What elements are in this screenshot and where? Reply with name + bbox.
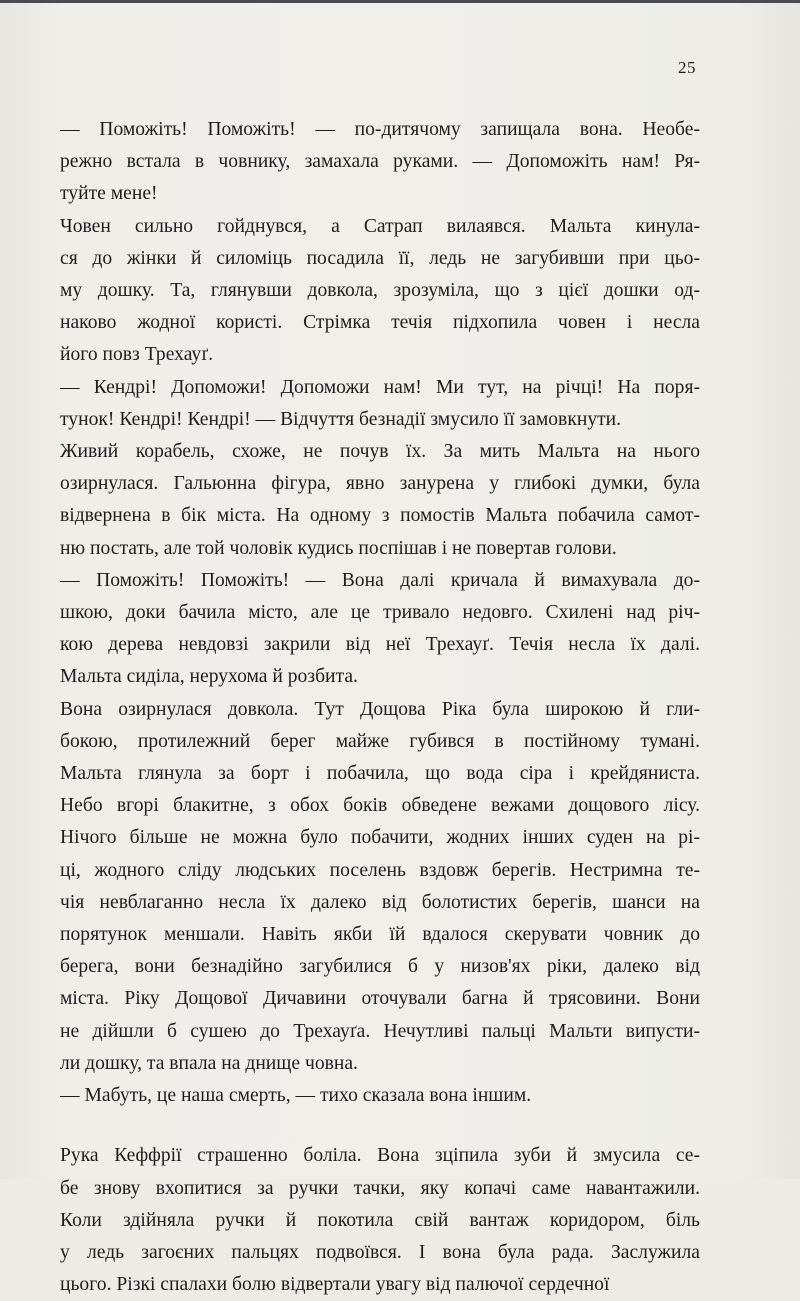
text-line: Вона озирнулася довкола. Тут Дощова Ріка була широкою й гли-	[60, 698, 700, 720]
text-line: чія невблаганно несла їх далеко від болотистих берегів, шанси на	[60, 891, 700, 913]
paragraph	[60, 694, 700, 1080]
text-line: порятунок меншали. Навіть якби їй вдалося скерувати човник до	[60, 924, 700, 946]
text-line: Рука Кеффрії страшенно боліла. Вона зціпила зуби й змусила се-	[60, 1145, 700, 1167]
text-line: режно встала в човнику, замахала руками. — Допоможіть нам! Ря-	[60, 151, 700, 173]
paragraph	[60, 114, 700, 211]
text-line: кою дерева невдовзі закрили від неї Трехауґ. Течія несла їх далі.	[60, 634, 700, 656]
text-line: берега, вони безнадійно загубилися б у низов'ях ріки, далеко від	[60, 956, 700, 978]
text-line: шкою, доки бачила місто, але це тривало недовго. Схилені над річ-	[60, 602, 700, 624]
text-line: міста. Ріку Дощової Дичавини оточували багна й трясовини. Вони	[60, 988, 700, 1010]
text-line: Мальта сиділа, нерухома й розбита.	[60, 666, 358, 688]
text-line: му дошку. Та, глянувши довкола, зрозуміла, що з цієї дошки од-	[60, 280, 700, 302]
page-number: 25	[678, 58, 696, 77]
text-line: не дійшли б сушею до Трехауґа. Нечутливі пальці Мальти випусти-	[60, 1020, 700, 1042]
text-line: Живий корабель, схоже, не почув їх. За мить Мальта на нього	[60, 441, 700, 463]
section-break	[60, 1112, 700, 1140]
text-line: озирнулася. Гальюнна фігура, явно занурена у глибокі думки, була	[60, 473, 700, 495]
text-line: тунок! Кендрі! Кендрі! — Відчуття безнадії змусило її замовкнути.	[60, 408, 622, 430]
text-line: Човен сильно гойднувся, а Сатрап вилаявся. Мальта кинула-	[60, 215, 700, 237]
section-1	[60, 114, 700, 1112]
text-line: бокою, протилежний берег майже губився в постійному тумані.	[60, 730, 700, 752]
paragraph	[60, 372, 700, 436]
text-line: — Кендрі! Допоможи! Допоможи нам! Ми тут, на річці! На поря-	[60, 376, 700, 398]
paragraph	[60, 436, 700, 565]
section-2	[60, 1140, 700, 1301]
text-line: його повз Трехауґ.	[60, 344, 213, 366]
text-line: — Поможіть! Поможіть! — Вона далі кричала й вимахувала до-	[60, 569, 700, 591]
paragraph	[60, 1080, 700, 1112]
paragraph	[60, 211, 700, 372]
text-line: туйте мене!	[60, 183, 158, 205]
text-line: Мальта глянула за борт і побачила, що вода сіра і крейдяниста.	[60, 763, 700, 785]
text-line: Нічого більше не можна було побачити, жодних інших суден на рі-	[60, 827, 700, 849]
page-top-edge	[0, 0, 800, 3]
paragraph	[60, 1140, 700, 1301]
text-line: цього. Різкі спалахи болю відвертали увагу від палючої сердечної	[60, 1274, 610, 1296]
text-line: у ледь загоєних пальцях подвоївся. І вона була рада. Заслужила	[60, 1241, 700, 1263]
text-line: наково жодної користі. Стрімка течія підхопила човен і несла	[60, 312, 700, 334]
text-line: — Мабуть, це наша смерть, — тихо сказала вона іншим.	[60, 1085, 532, 1107]
paragraph	[60, 565, 700, 694]
text-line: Коли здійняла ручки й покотила свій вантаж коридором, біль	[60, 1209, 700, 1231]
text-line: Небо вгорі блакитне, з обох боків обведене вежами дощового лісу.	[60, 795, 700, 817]
text-line: ли дошку, та впала на днище човна.	[60, 1052, 358, 1074]
text-line: ся до жінки й силоміць посадила її, ледь не загубивши при цьо-	[60, 247, 700, 269]
text-line: ню постать, але той чоловік кудись поспішав і не повертав голови.	[60, 537, 617, 559]
text-line: відвернена в бік міста. На одному з помостів Мальта побачила самот-	[60, 505, 700, 527]
text-line: ці, жодного сліду людських поселень вздовж берегів. Нестримна те-	[60, 859, 700, 881]
text-line: — Поможіть! Поможіть! — по-дитячому запищала вона. Необе-	[60, 119, 700, 140]
text-block	[60, 114, 700, 1301]
text-line: бе знову вхопитися за ручки тачки, яку копачі саме навантажили.	[60, 1177, 700, 1199]
